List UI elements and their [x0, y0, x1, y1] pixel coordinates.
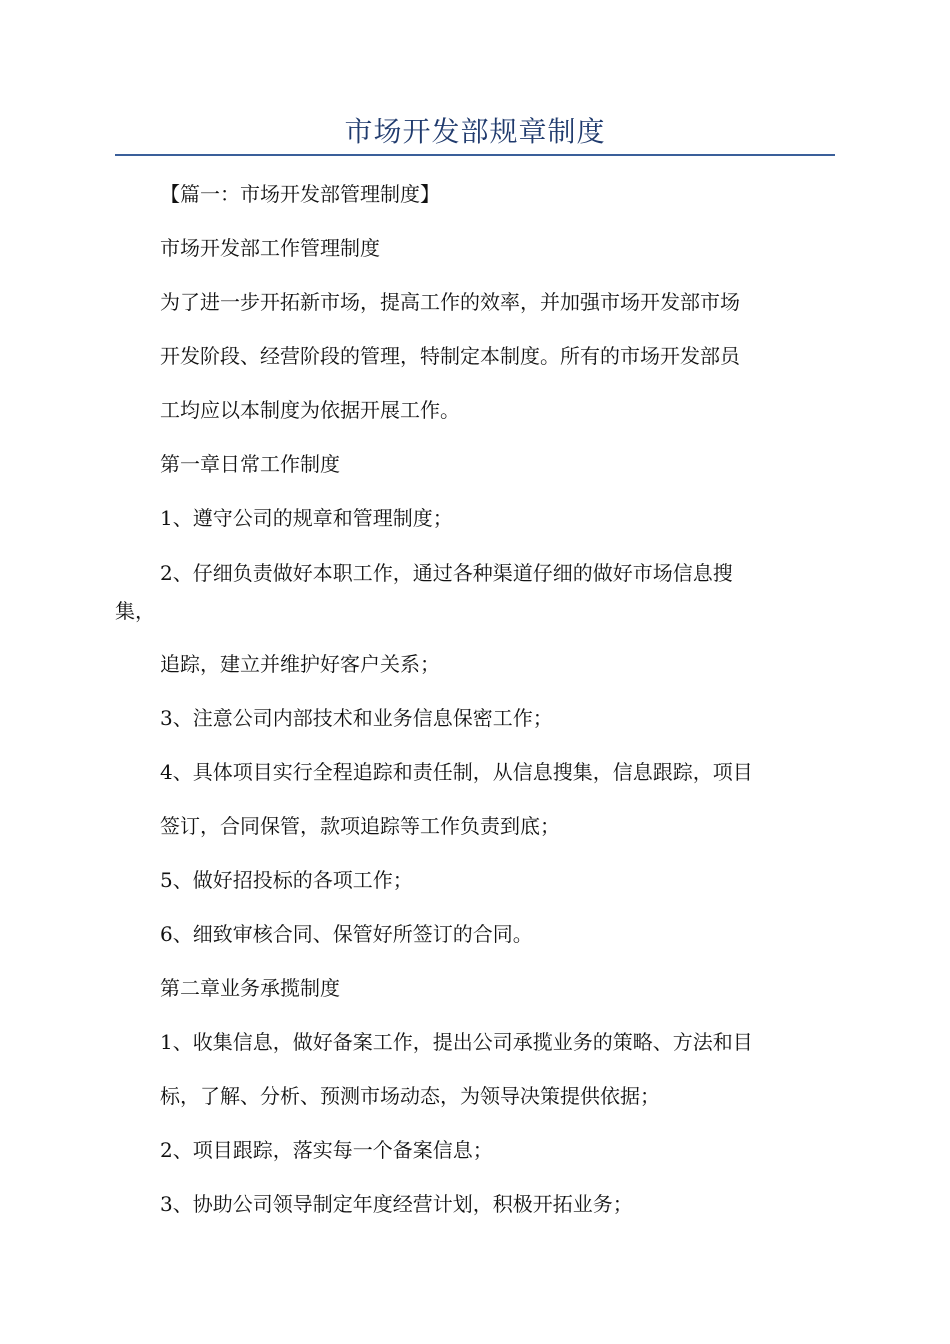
list-item-continuation: 集，: [115, 599, 155, 623]
list-item: 4、具体项目实行全程追踪和责任制，从信息搜集，信息跟踪，项目: [160, 760, 753, 784]
chapter-heading: 第一章日常工作制度: [160, 452, 340, 476]
title-underline: [115, 154, 835, 156]
list-item: 6、细致审核合同、保管好所签订的合同。: [160, 922, 533, 946]
list-item: 2、项目跟踪，落实每一个备案信息；: [160, 1138, 493, 1162]
list-item: 2、仔细负责做好本职工作，通过各种渠道仔细的做好市场信息搜: [160, 561, 733, 585]
paragraph-line: 开发阶段、经营阶段的管理，特制定本制度。所有的市场开发部员: [160, 344, 740, 368]
paragraph-line: 为了进一步开拓新市场，提高工作的效率，并加强市场开发部市场: [160, 290, 740, 314]
list-item: 1、遵守公司的规章和管理制度；: [160, 506, 453, 530]
chapter-heading: 第二章业务承揽制度: [160, 976, 340, 1000]
list-item: 3、协助公司领导制定年度经营计划，积极开拓业务；: [160, 1192, 633, 1216]
list-item: 5、做好招投标的各项工作；: [160, 868, 413, 892]
list-item-continuation: 签订，合同保管，款项追踪等工作负责到底；: [160, 814, 560, 838]
list-item: 3、注意公司内部技术和业务信息保密工作；: [160, 706, 553, 730]
sub-heading: 市场开发部工作管理制度: [160, 236, 380, 260]
list-item: 1、收集信息，做好备案工作，提出公司承揽业务的策略、方法和目: [160, 1030, 753, 1054]
paragraph-line: 工均应以本制度为依据开展工作。: [160, 398, 460, 422]
list-item-continuation: 追踪，建立并维护好客户关系；: [160, 652, 440, 676]
list-item-continuation: 标，了解、分析、预测市场动态，为领导决策提供依据；: [160, 1084, 660, 1108]
section-heading: 【篇一：市场开发部管理制度】: [160, 182, 440, 206]
page-title: 市场开发部规章制度: [344, 115, 606, 148]
